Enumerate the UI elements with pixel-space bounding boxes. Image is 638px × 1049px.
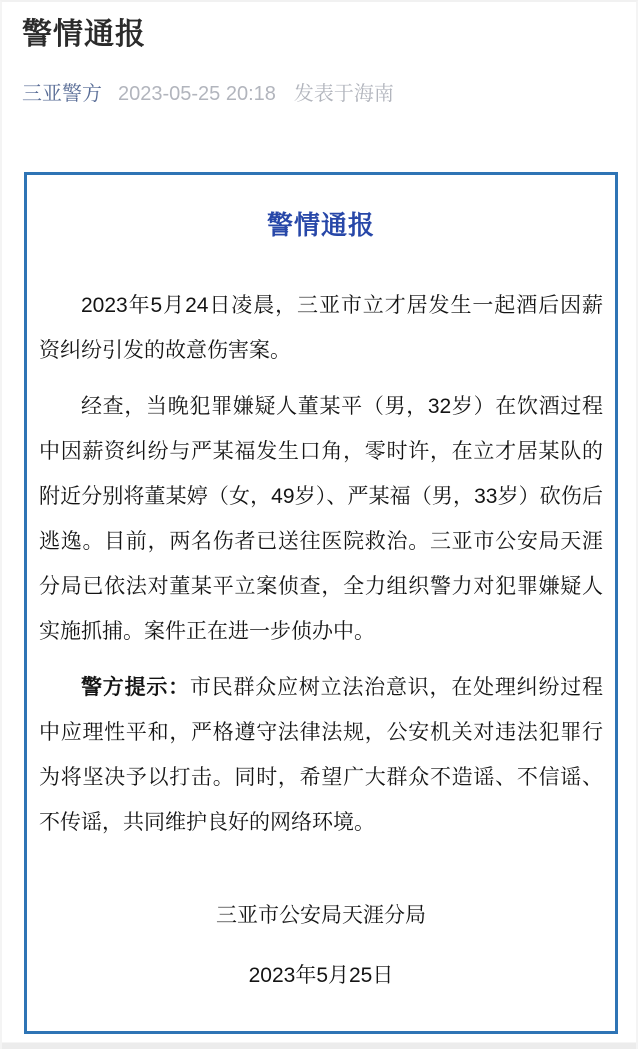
- signature-org: 三亚市公安局天涯分局: [216, 904, 426, 927]
- notice-paragraph-2: 经查，当晚犯罪嫌疑人董某平（男，32岁）在饮酒过程中因薪资纠纷与严某福发生口角，零时许，在立才居某队的附近分别将董某婷（女，49岁）、严某福（男，33岁）砍伤后逃逸。目前，两名伤者已送往医院救治。三亚市公安局天涯分局已依法对董某平立案侦查，全力组织警力对犯罪嫌疑人实施抓捕。案件正在进一步侦办中。: [39, 395, 603, 643]
- notice-paragraph-1: 2023年5月24日凌晨，三亚市立才居发生一起酒后因薪资纠纷引发的故意伤害案。: [39, 294, 603, 362]
- page-bottom-strip: [2, 1042, 636, 1049]
- byline: [22, 80, 616, 108]
- signature-date: 2023年5月25日: [248, 964, 394, 987]
- notice-body: [39, 283, 603, 991]
- police-tip-label: 警方提示：: [81, 676, 190, 699]
- publish-timestamp: 2023-05-25 20:18: [118, 83, 276, 105]
- publish-location: 发表于海南: [293, 83, 394, 105]
- notice-paragraph-tip: [39, 665, 603, 845]
- signature-block: [39, 901, 603, 991]
- page-title: 警情通报: [22, 18, 146, 51]
- notice-title: 警情通报: [266, 210, 375, 240]
- notice-box: [24, 172, 618, 1034]
- police-tip-text: 市民群众应树立法治意识，在处理纠纷过程中应理性平和，严格遵守法律法规，公安机关对违法犯罪行为将坚决予以打击。同时，希望广大群众不造谣、不信谣、不传谣，共同维护良好的网络环境。: [39, 676, 604, 834]
- article-header: [2, 2, 636, 108]
- author-link[interactable]: 三亚警方: [22, 83, 102, 105]
